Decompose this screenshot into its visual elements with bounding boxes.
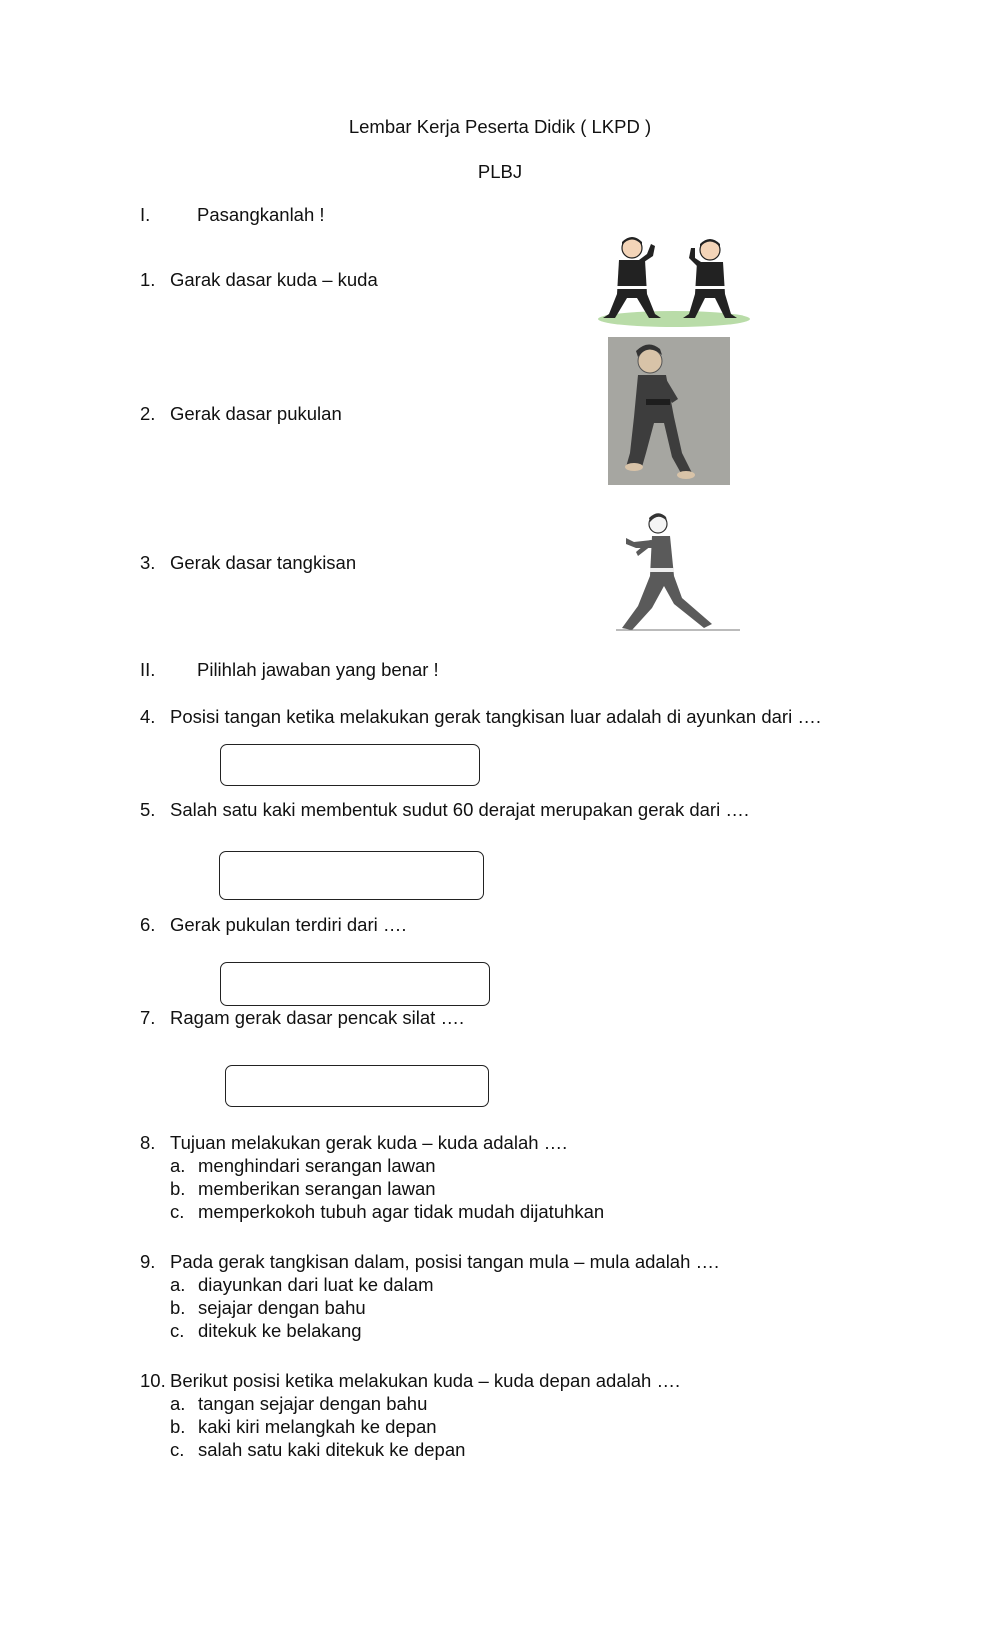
q8-option-b[interactable]: memberikan serangan lawan (198, 1178, 436, 1199)
question-3-text: Gerak dasar tangkisan (170, 552, 357, 573)
section-1-instruction: Pasangkanlah ! (197, 204, 325, 225)
question-3-number: 3. (140, 552, 156, 573)
answer-box-6[interactable] (220, 962, 490, 1006)
question-2-number: 2. (140, 403, 156, 424)
question-4-number: 4. (140, 706, 156, 727)
question-5-number: 5. (140, 799, 156, 820)
question-8-number: 8. (140, 1132, 156, 1153)
answer-box-7[interactable] (225, 1065, 489, 1107)
fighter-left-figure (603, 237, 661, 318)
q10-option-c[interactable]: salah satu kaki ditekuk ke depan (198, 1439, 466, 1460)
worksheet-subject: PLBJ (477, 161, 523, 182)
question-9-number: 9. (140, 1251, 156, 1272)
fighter-crouching-image[interactable] (608, 337, 730, 485)
question-8-text: Tujuan melakukan gerak kuda – kuda adalah …. (170, 1132, 568, 1153)
q9-option-b[interactable]: sejajar dengan bahu (198, 1297, 366, 1318)
answer-box-4[interactable] (220, 744, 480, 786)
answer-box-5[interactable] (219, 851, 484, 900)
section-1-roman: I. (140, 204, 151, 225)
q10-option-b[interactable]: kaki kiri melangkah ke depan (198, 1416, 437, 1437)
fighter-lunge-block-image[interactable] (612, 512, 742, 640)
worksheet-title: Lembar Kerja Peserta Didik ( LKPD ) (348, 116, 652, 137)
question-7-text: Ragam gerak dasar pencak silat …. (170, 1007, 465, 1028)
question-6-number: 6. (140, 914, 156, 935)
fighter-lunge-figure (616, 513, 740, 630)
question-5-text: Salah satu kaki membentuk sudut 60 derajat merupakan gerak dari …. (170, 799, 749, 820)
question-9-text: Pada gerak tangkisan dalam, posisi tangan mula – mula adalah …. (170, 1251, 720, 1272)
q10-option-a-letter: a. (170, 1393, 186, 1414)
question-10-number: 10. (140, 1370, 166, 1391)
q10-option-c-letter: c. (170, 1439, 185, 1460)
question-7-number: 7. (140, 1007, 156, 1028)
question-6-text: Gerak pukulan terdiri dari …. (170, 914, 407, 935)
q8-option-c-letter: c. (170, 1201, 185, 1222)
question-1-number: 1. (140, 269, 156, 290)
q9-option-b-letter: b. (170, 1297, 186, 1318)
q9-option-a[interactable]: diayunkan dari luat ke dalam (198, 1274, 434, 1295)
q10-option-a[interactable]: tangan sejajar dengan bahu (198, 1393, 428, 1414)
two-fighters-stance-image[interactable] (597, 236, 752, 328)
section-2-roman: II. (140, 659, 156, 680)
q9-option-a-letter: a. (170, 1274, 186, 1295)
question-10-text: Berikut posisi ketika melakukan kuda – kuda depan adalah …. (170, 1370, 681, 1391)
section-2-instruction: Pilihlah jawaban yang benar ! (197, 659, 439, 680)
question-4-text: Posisi tangan ketika melakukan gerak tangkisan luar adalah di ayunkan dari …. (170, 706, 821, 727)
q8-option-c[interactable]: memperkokoh tubuh agar tidak mudah dijatuhkan (198, 1201, 605, 1222)
q8-option-a[interactable]: menghindari serangan lawan (198, 1155, 436, 1176)
q8-option-b-letter: b. (170, 1178, 186, 1199)
question-2-text: Gerak dasar pukulan (170, 403, 342, 424)
q9-option-c[interactable]: ditekuk ke belakang (198, 1320, 362, 1341)
question-1-text: Garak dasar kuda – kuda (170, 269, 378, 290)
q8-option-a-letter: a. (170, 1155, 186, 1176)
q10-option-b-letter: b. (170, 1416, 186, 1437)
fighter-right-figure (683, 239, 737, 318)
q9-option-c-letter: c. (170, 1320, 185, 1341)
